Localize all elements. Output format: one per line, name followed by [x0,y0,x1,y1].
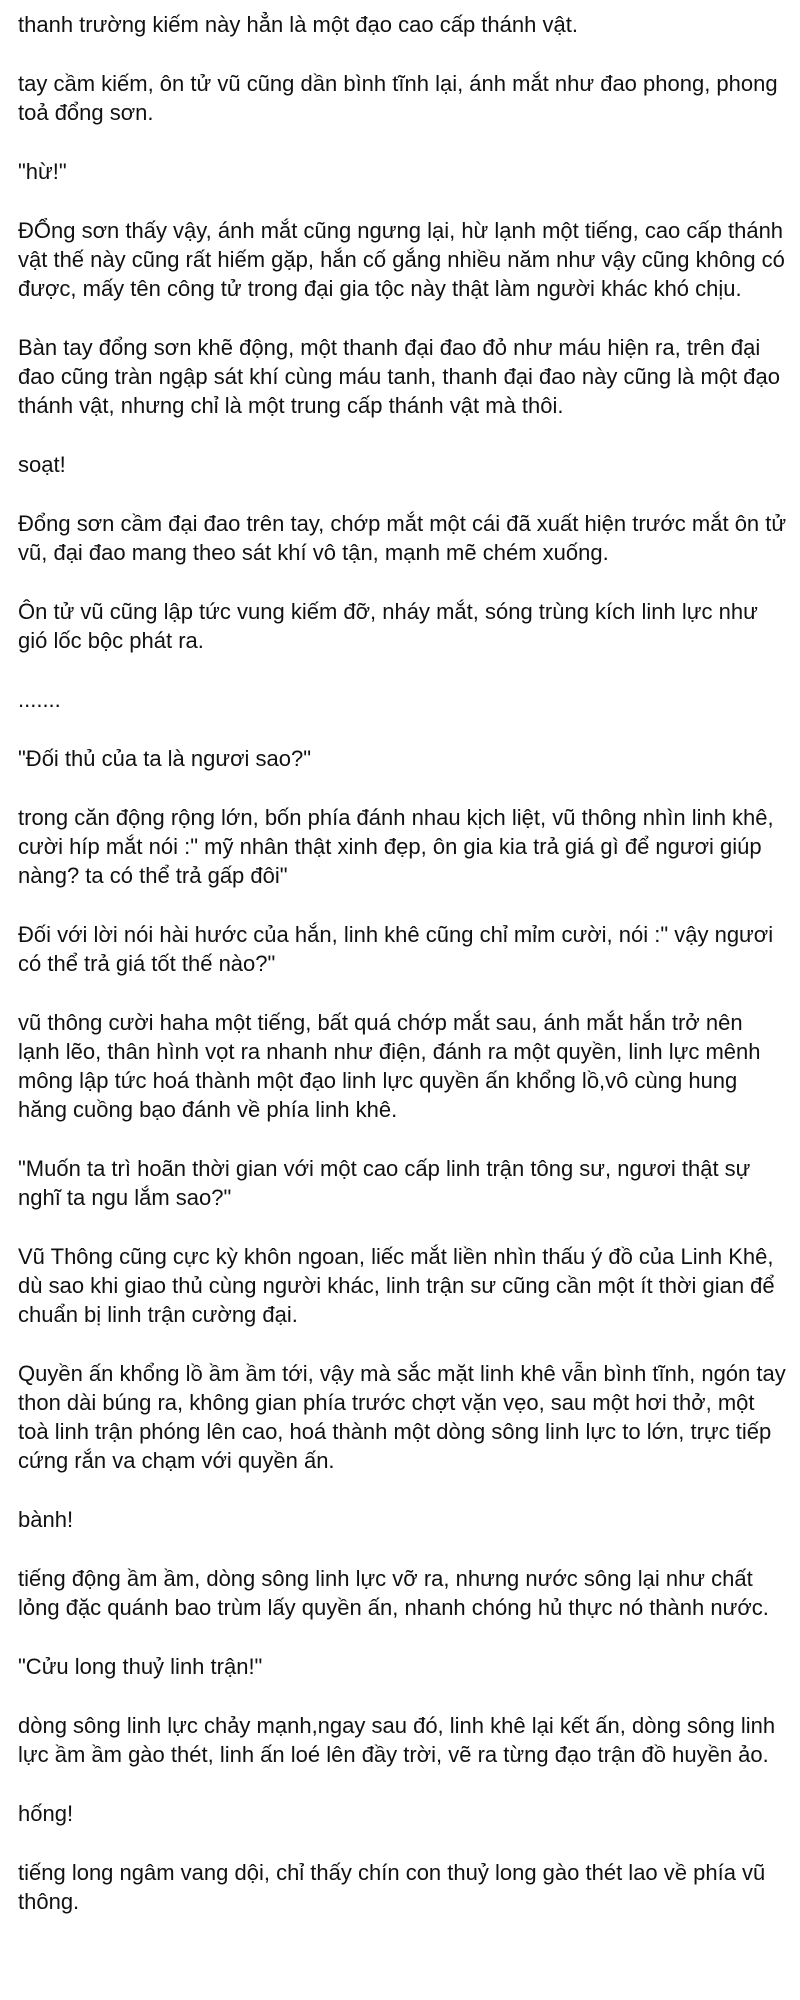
paragraph: Ôn tử vũ cũng lập tức vung kiếm đỡ, nháy mắt, sóng trùng kích linh lực như gió lốc bộc phát ra. [18,599,758,653]
paragraph: ....... [18,687,61,712]
paragraph: tiếng long ngâm vang dội, chỉ thấy chín con thuỷ long gào thét lao về phía vũ thông. [18,1860,766,1914]
paragraph: soạt! [18,452,66,477]
paragraph: tay cầm kiếm, ôn tử vũ cũng dần bình tĩnh lại, ánh mắt như đao phong, phong toả đổng sơn. [18,71,778,125]
paragraph: Đổng sơn cầm đại đao trên tay, chớp mắt một cái đã xuất hiện trước mắt ôn tử vũ, đại đao mang theo sát khí vô tận, mạnh mẽ chém xuống. [18,511,787,565]
paragraph: Bàn tay đổng sơn khẽ động, một thanh đại đao đỏ như máu hiện ra, trên đại đao cũng tràn ngập sát khí cùng máu tanh, thanh đại đao này cũng là một đạo thánh vật, nhưng chỉ là một trung cấp thánh vật mà thôi. [18,335,780,418]
paragraph: Vũ Thông cũng cực kỳ khôn ngoan, liếc mắt liền nhìn thấu ý đồ của Linh Khê, dù sao khi giao thủ cùng người khác, linh trận sư cũng cần một ít thời gian để chuẩn bị linh trận cường đại. [18,1244,775,1327]
paragraph: "Đối thủ của ta là ngươi sao?" [18,746,312,771]
paragraph: thanh trường kiếm này hẳn là một đạo cao cấp thánh vật. [18,12,578,37]
paragraph: hống! [18,1801,74,1826]
paragraph: bành! [18,1507,74,1532]
paragraph: ĐỔng sơn thấy vậy, ánh mắt cũng ngưng lại, hừ lạnh một tiếng, cao cấp thánh vật thế này cũng rất hiếm gặp, hắn cố gắng nhiều năm như vậy cũng không có được, mấy tên công tử trong đại gia tộc này thật làm người khác khó chịu. [18,218,785,301]
paragraph: Quyền ấn khổng lồ ầm ầm tới, vậy mà sắc mặt linh khê vẫn bình tĩnh, ngón tay thon dài búng ra, không gian phía trước chợt vặn vẹo, sau một hơi thở, một toà linh trận phóng lên cao, hoá thành một dòng sông linh lực to lớn, trực tiếp cứng rắn va chạm với quyền ấn. [18,1361,786,1473]
paragraph: "Muốn ta trì hoãn thời gian với một cao cấp linh trận tông sư, ngươi thật sự nghĩ ta ngu lắm sao?" [18,1156,751,1210]
story-text [18,10,788,1946]
paragraph: Đối với lời nói hài hước của hắn, linh khê cũng chỉ mỉm cười, nói :" vậy ngươi có thể trả giá tốt thế nào?" [18,922,774,976]
paragraph: "hừ!" [18,159,67,184]
paragraph: vũ thông cười haha một tiếng, bất quá chớp mắt sau, ánh mắt hắn trở nên lạnh lẽo, thân hình vọt ra nhanh như điện, đánh ra một quyền, linh lực mênh mông lập tức hoá thành một đạo linh lực quyền ấn khổng lồ,vô cùng hung hăng cuồng bạo đánh về phía linh khê. [18,1010,761,1122]
paragraph: tiếng động ầm ầm, dòng sông linh lực vỡ ra, nhưng nước sông lại như chất lỏng đặc quánh bao trùm lấy quyền ấn, nhanh chóng hủ thực nó thành nước. [18,1566,769,1620]
paragraph: dòng sông linh lực chảy mạnh,ngay sau đó, linh khê lại kết ấn, dòng sông linh lực ầm ầm gào thét, linh ấn loé lên đầy trời, vẽ ra từng đạo trận đồ huyền ảo. [18,1713,776,1767]
paragraph: "Cửu long thuỷ linh trận!" [18,1654,263,1679]
paragraph: trong căn động rộng lớn, bốn phía đánh nhau kịch liệt, vũ thông nhìn linh khê, cười híp mắt nói :" mỹ nhân thật xinh đẹp, ôn gia kia trả giá gì để ngươi giúp nàng? ta có thể trả gấp đôi" [18,805,774,888]
